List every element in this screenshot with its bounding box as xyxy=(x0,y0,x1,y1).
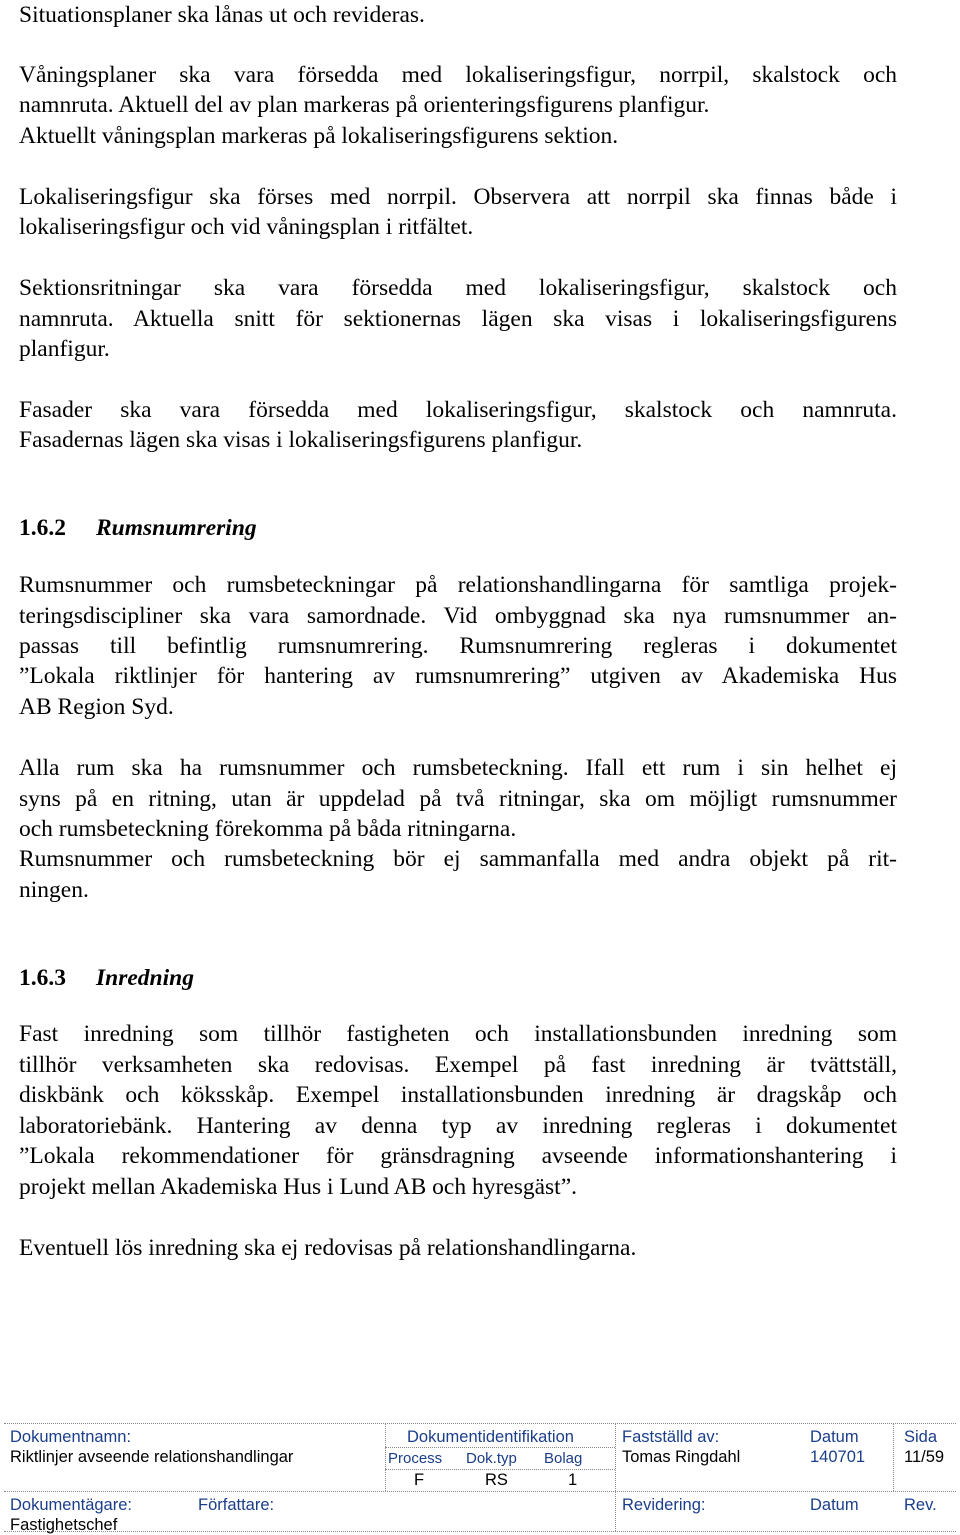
body-line: Eventuell lös inredning ska ej redovisas på relationshandlingarna. xyxy=(19,1235,637,1261)
page-label: Sida xyxy=(904,1428,938,1446)
body-line: Våningsplaner ska vara försedda med lokaliseringsfigur, norrpil, skalstock och xyxy=(19,62,897,88)
footer-divider xyxy=(615,1423,616,1531)
body-line: Aktuellt våningsplan markeras på lokaliseringsfigurens sektion. xyxy=(19,123,619,149)
body-line: Alla rum ska ha rumsnummer och rumsbeteckning. Ifall ett rum i sin helhet ej xyxy=(19,755,897,781)
process-value: F xyxy=(414,1471,425,1489)
body-line: Rumsnummer och rumsbeteckning bör ej sammanfalla med andra objekt på rit- xyxy=(19,846,897,872)
established-by-label: Fastställd av: xyxy=(622,1428,720,1446)
body-line: passas till befintlig rumsnumrering. Rumsnumrering regleras i dokumentet xyxy=(19,633,897,659)
body-line: Fasader ska vara försedda med lokaliseringsfigur, skalstock och namnruta. xyxy=(19,397,897,423)
body-line: teringsdiscipliner ska vara samordnade. Vid ombyggnad ska nya rumsnummer an- xyxy=(19,603,897,629)
footer-divider xyxy=(385,1447,615,1448)
footer-divider xyxy=(385,1423,386,1491)
bolag-label: Bolag xyxy=(544,1450,583,1467)
author-label: Författare: xyxy=(198,1496,275,1514)
doc-id-label: Dokumentidentifikation xyxy=(407,1428,574,1446)
body-line: planfigur. xyxy=(19,336,110,362)
body-line: Sektionsritningar ska vara försedda med lokaliseringsfigur, skalstock och xyxy=(19,275,897,301)
doktyp-label: Dok.typ xyxy=(466,1450,517,1467)
section-title: Rumsnumrering xyxy=(96,515,257,541)
revision-label: Revidering: xyxy=(622,1496,706,1514)
footer-divider xyxy=(893,1423,894,1491)
date-value: 140701 xyxy=(810,1448,866,1466)
body-line: Fasadernas lägen ska visas i lokaliseringsfigurens planfigur. xyxy=(19,427,583,453)
rev-label: Rev. xyxy=(904,1496,937,1514)
body-line: diskbänk och köksskåp. Exempel installationsbunden inredning är dragskåp och xyxy=(19,1082,897,1108)
date-label: Datum xyxy=(810,1428,859,1446)
section-title: Inredning xyxy=(96,965,194,991)
body-line: tillhör verksamheten ska redovisas. Exempel på fast inredning är tvättställ, xyxy=(19,1052,897,1078)
section-number: 1.6.2 xyxy=(19,515,66,541)
body-line: syns på en ritning, utan är uppdelad på två ritningar, ska om möjligt rumsnummer xyxy=(19,786,897,812)
body-line: projekt mellan Akademiska Hus i Lund AB och hyresgäst”. xyxy=(19,1174,578,1200)
footer-divider xyxy=(4,1491,956,1492)
body-line: Rumsnummer och rumsbeteckningar på relationshandlingarna för samtliga projek- xyxy=(19,572,897,598)
process-label: Process xyxy=(388,1450,443,1467)
body-line: laboratoriebänk. Hantering av denna typ av inredning regleras i dokumentet xyxy=(19,1113,897,1139)
body-line: ningen. xyxy=(19,877,89,903)
doc-name: Riktlinjer avseende relationshandlingar xyxy=(10,1448,294,1466)
body-line: namnruta. Aktuell del av plan markeras på orienteringsfigurens planfigur. xyxy=(19,92,710,118)
revision-date-label: Datum xyxy=(810,1496,859,1514)
owner-label: Dokumentägare: xyxy=(10,1496,132,1514)
body-line: ”Lokala riktlinjer för hantering av rumsnumrering” utgiven av Akademiska Hus xyxy=(19,663,897,689)
body-line: namnruta. Aktuella snitt för sektionernas lägen ska visas i lokaliseringsfigurens xyxy=(19,306,897,332)
footer-divider xyxy=(4,1531,956,1532)
footer-divider xyxy=(4,1423,956,1424)
owner: Fastighetschef xyxy=(10,1516,118,1534)
section-heading xyxy=(19,513,897,543)
document-footer xyxy=(0,1418,960,1533)
established-by: Tomas Ringdahl xyxy=(622,1448,741,1466)
body-line: lokaliseringsfigur och vid våningsplan i ritfältet. xyxy=(19,214,474,240)
doktyp-value: RS xyxy=(485,1471,508,1489)
body-line: ”Lokala rekommendationer för gränsdragning avseende informationshantering i xyxy=(19,1143,897,1169)
body-line: Lokaliseringsfigur ska förses med norrpil. Observera att norrpil ska finnas både i xyxy=(19,184,897,210)
doc-name-label: Dokumentnamn: xyxy=(10,1428,132,1446)
body-line: Situationsplaner ska lånas ut och revideras. xyxy=(19,2,425,28)
page-number: 11/59 xyxy=(904,1448,945,1466)
body-line: och rumsbeteckning förekomma på båda ritningarna. xyxy=(19,816,517,842)
body-line: Fast inredning som tillhör fastigheten och installationsbunden inredning som xyxy=(19,1021,897,1047)
section-number: 1.6.3 xyxy=(19,965,66,991)
bolag-value: 1 xyxy=(568,1471,578,1489)
section-heading xyxy=(19,963,897,993)
body-line: AB Region Syd. xyxy=(19,694,174,720)
